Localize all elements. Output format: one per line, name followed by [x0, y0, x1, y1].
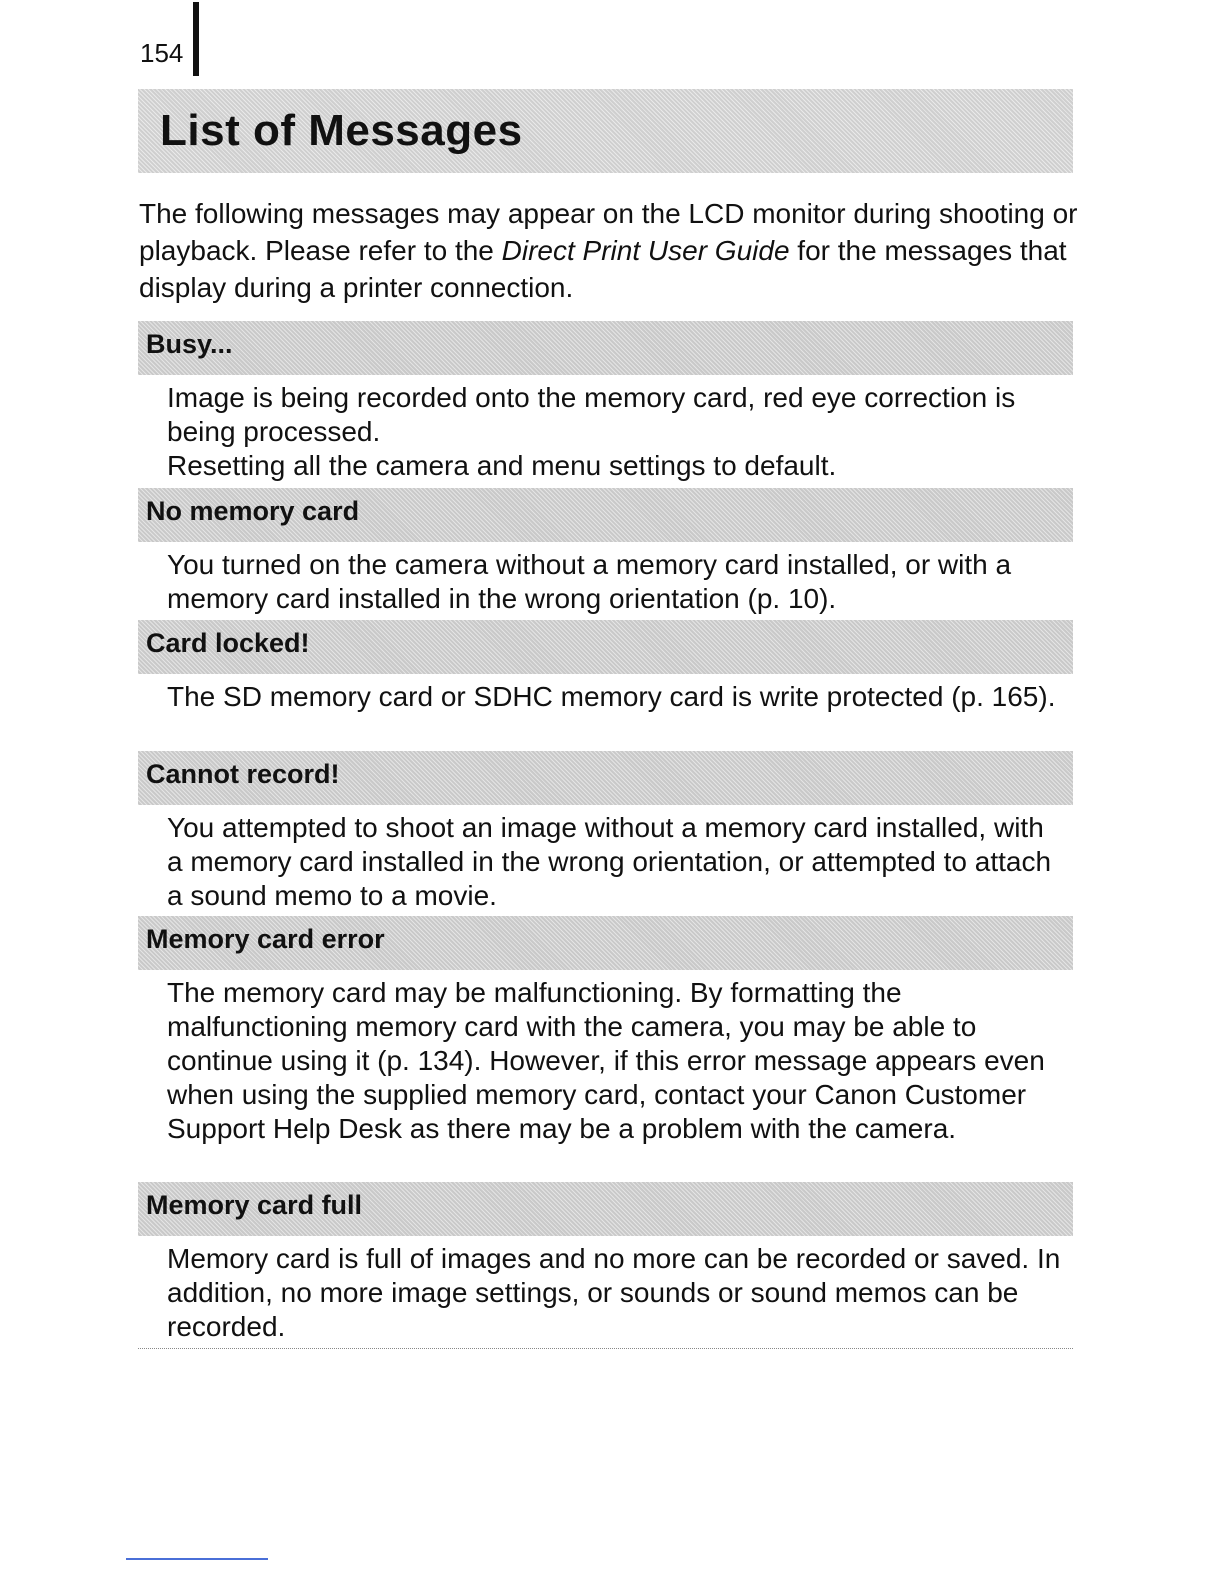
message-no-memory-card	[138, 488, 1073, 616]
message-heading-bar	[138, 916, 1073, 970]
footer-accent-line	[126, 1558, 268, 1560]
message-cannot-record	[138, 751, 1073, 913]
message-heading-bar	[138, 1182, 1073, 1236]
message-description	[138, 375, 1067, 483]
message-description	[138, 542, 1067, 616]
message-card-locked	[138, 620, 1073, 714]
message-memory-card-full	[138, 1182, 1073, 1344]
bottom-divider	[138, 1348, 1073, 1349]
description-line: The SD memory card or SDHC memory card is write protected (p. 165).	[167, 681, 1056, 712]
message-description	[138, 805, 1067, 913]
message-memory-card-error	[138, 916, 1073, 1146]
description-line: You turned on the camera without a memory card installed, or with a memory card installed in the wrong orientation (p. 10).	[167, 549, 1012, 614]
intro-guide-title: Direct Print User Guide	[501, 235, 790, 266]
page-number-divider	[193, 2, 199, 76]
message-heading-bar	[138, 488, 1073, 542]
message-heading-bar	[138, 321, 1073, 375]
message-description	[138, 1236, 1067, 1344]
message-heading: Cannot record!	[146, 759, 340, 789]
message-description	[138, 674, 1067, 714]
title-band	[138, 89, 1073, 173]
description-line: Resetting all the camera and menu settings to default.	[167, 450, 837, 481]
message-description	[138, 970, 1067, 1146]
message-busy	[138, 321, 1073, 483]
intro-text-before: The following messages may appear on the LCD monitor during shooting or playback. Please refer to the	[139, 198, 1078, 266]
message-heading-bar	[138, 751, 1073, 805]
page-title: List of Messages	[160, 106, 523, 155]
message-heading: Memory card full	[146, 1190, 363, 1220]
message-heading-bar	[138, 620, 1073, 674]
description-line: Memory card is full of images and no more can be recorded or saved. In addition, no more image settings, or sounds or sound memos can be recorded.	[167, 1243, 1061, 1342]
description-line: Image is being recorded onto the memory card, red eye correction is being processed.	[167, 382, 1016, 447]
intro-text-after: for the messages that display during a printer connection.	[139, 235, 1067, 303]
description-line: You attempted to shoot an image without a memory card installed, with a memory card installed in the wrong orientation, or attempted to attach a sound memo to a movie.	[167, 812, 1052, 911]
message-heading: Card locked!	[146, 628, 310, 658]
page-number: 154	[140, 38, 184, 68]
message-heading: Memory card error	[146, 924, 385, 954]
intro-paragraph	[139, 195, 1079, 306]
description-line: The memory card may be malfunctioning. By formatting the malfunctioning memory card with the camera, you may be able to continue using it (p. 134). However, if this error message appears even when using the supplied memory card, contact your Canon Customer Support Help Desk as there may be a problem with the camera.	[167, 977, 1045, 1144]
message-heading: Busy...	[146, 329, 233, 359]
message-heading: No memory card	[146, 496, 360, 526]
